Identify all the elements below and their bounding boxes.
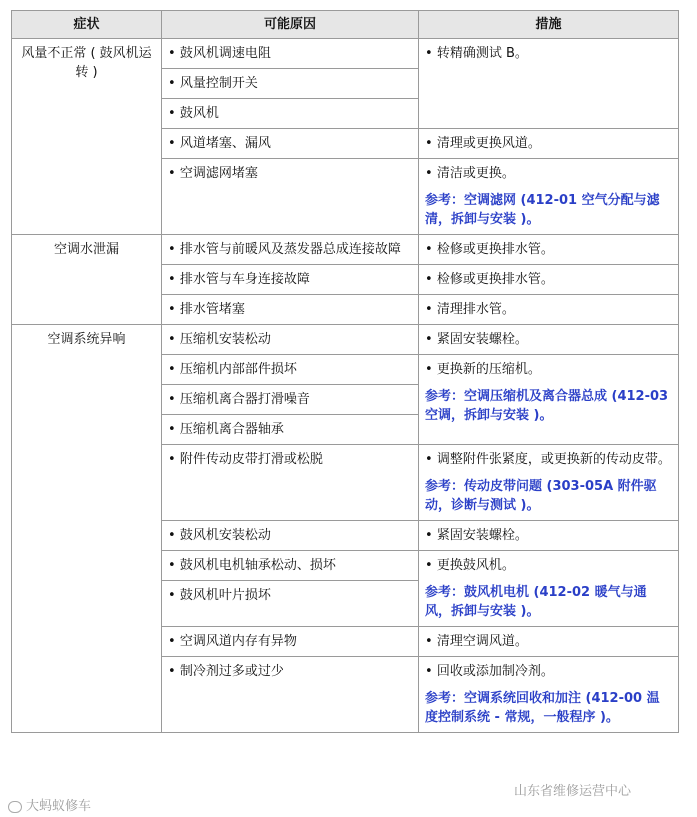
table-row [12,325,679,355]
action-text: • 紧固安装螺栓。 [425,330,672,349]
header-symptom: 症状 [12,11,162,39]
cause-text: • 压缩机内部部件损坏 [168,360,412,379]
action-text: • 清理或更换风道。 [425,134,672,153]
cause-text: • 压缩机安装松动 [168,330,412,349]
action-text: • 更换新的压缩机。 [425,360,672,379]
header-action: 措施 [419,11,679,39]
cause-text: • 制冷剂过多或过少 [168,662,412,681]
header-cause: 可能原因 [162,11,419,39]
cause-text: • 空调风道内存有异物 [168,632,412,651]
cause-text: • 压缩机离合器轴承 [168,420,412,439]
action-text: • 调整附件张紧度，或更换新的传动皮带。 [425,450,672,469]
cause-text: • 排水管堵塞 [168,300,412,319]
symptom-cell: 风量不正常 ( 鼓风机运转 ) [12,39,162,235]
cause-text: • 附件传动皮带打滑或松脱 [168,450,412,469]
action-text: • 检修或更换排水管。 [425,240,672,259]
cause-text: • 鼓风机调速电阻 [168,44,412,63]
cause-text: • 排水管与车身连接故障 [168,270,412,289]
cause-text: • 风道堵塞、漏风 [168,134,412,153]
action-text: • 清理排水管。 [425,300,672,319]
cause-text: • 排水管与前暖风及蒸发器总成连接故障 [168,240,412,259]
reference-link[interactable]: 参考：传动皮带问题 (303-05A 附件驱动，诊断与测试 )。 [425,479,657,513]
action-text: • 清理空调风道。 [425,632,672,651]
symptom-cell: 空调水泄漏 [12,235,162,325]
reference-link[interactable]: 参考：空调滤网 (412-01 空气分配与滤清，拆卸与安装 )。 [425,193,660,227]
reference-link[interactable]: 参考：空调系统回收和加注 (412-00 温度控制系统 - 常规，一般程序 )。 [425,691,660,725]
symptom-cell: 空调系统异响 [12,325,162,733]
action-text: • 转精确测试 B。 [425,44,672,63]
table-row [12,39,679,69]
reference-link[interactable]: 参考：空调压缩机及离合器总成 (412-03 空调，拆卸与安装 )。 [425,389,669,423]
cause-text: • 鼓风机 [168,104,412,123]
header-row [12,11,679,39]
action-text: • 清洁或更换。 [425,164,672,183]
action-text: • 回收或添加制冷剂。 [425,662,672,681]
reference-link[interactable]: 参考：鼓风机电机 (412-02 暖气与通风，拆卸与安装 )。 [425,585,647,619]
action-text: • 紧固安装螺栓。 [425,526,672,545]
action-text: • 更换鼓风机。 [425,556,672,575]
table-row [12,235,679,265]
watermark-right [514,780,631,799]
cause-text: • 压缩机离合器打滑噪音 [168,390,412,409]
chat-icon [8,801,22,813]
diagnosis-table [11,10,679,733]
action-text: • 检修或更换排水管。 [425,270,672,289]
cause-text: • 鼓风机电机轴承松动、损坏 [168,556,412,575]
watermark-text: 山东省维修运营中心 [514,784,632,799]
cause-text: • 鼓风机叶片损坏 [168,586,412,605]
cause-text: • 鼓风机安装松动 [168,526,412,545]
watermark-text: 大蚂蚁修车 [26,799,92,814]
watermark-left [8,795,91,814]
cause-text: • 空调滤网堵塞 [168,164,412,183]
cause-text: • 风量控制开关 [168,74,412,93]
